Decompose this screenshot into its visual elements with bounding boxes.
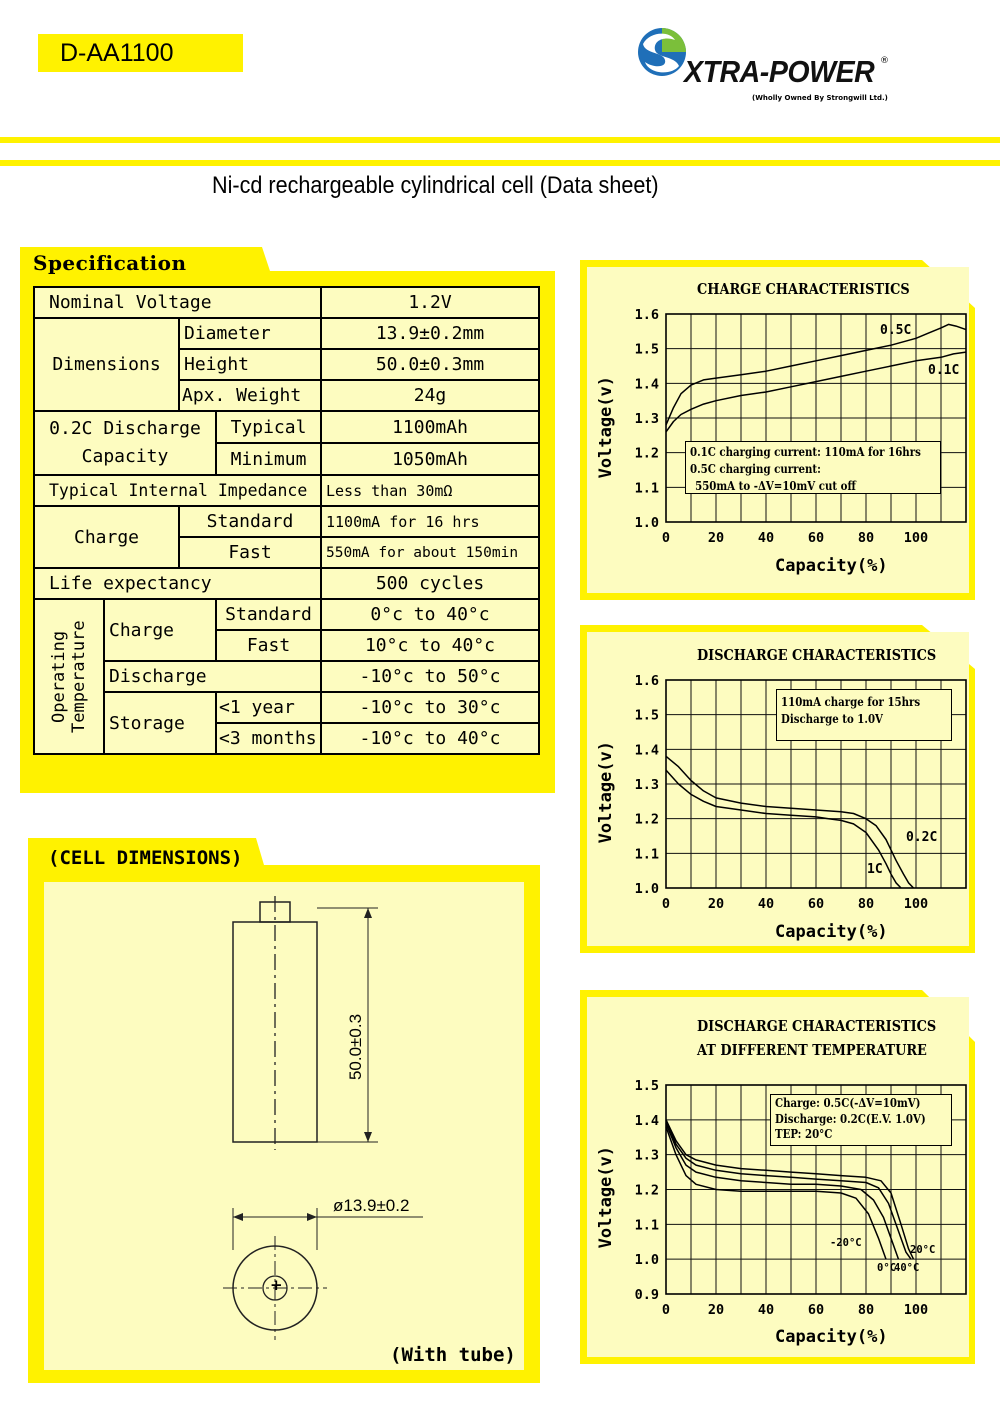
positive-terminal-mark: +: [270, 1276, 283, 1294]
op-storage-3m-value: -10°c to 40°c: [321, 723, 539, 754]
y-tick-label: 1.4: [634, 376, 659, 393]
charge-chart: [580, 260, 975, 600]
series-label: 0.5C: [880, 323, 912, 338]
x-tick-label: 60: [807, 530, 825, 546]
diameter-label: Diameter: [179, 318, 321, 349]
page-title: Ni-cd rechargeable cylindrical cell (Data sheet): [212, 172, 659, 199]
y-tick-label: 1.3: [634, 411, 659, 427]
brand-name: XTRA-POWER: [684, 54, 875, 89]
temperature-chart-note-box: [770, 1094, 952, 1146]
x-tick-label: 40: [757, 896, 775, 912]
x-tick-label: 100: [903, 530, 929, 546]
capacity-minimum-value: 1050mAh: [321, 443, 539, 475]
specification-table: [33, 286, 540, 755]
discharge-chart-ylabel: Voltage(v): [596, 741, 616, 844]
x-tick-label: 80: [857, 530, 875, 546]
y-tick-label: 1.0: [634, 515, 659, 531]
spec-row-charge-standard: [34, 506, 539, 537]
charge-label: Charge: [34, 506, 179, 568]
temperature-chart-ylabel: Voltage(v): [596, 1146, 616, 1249]
y-tick-label: 1.5: [634, 341, 659, 358]
op-charge-label: Charge: [104, 599, 216, 661]
op-charge-fast-value: 10°c to 40°c: [321, 630, 539, 661]
x-tick-label: 60: [807, 896, 825, 912]
op-storage-1y-value: -10°c to 30°c: [321, 692, 539, 723]
specification-title: Specification: [33, 251, 187, 275]
height-dimension-label: 50.0±0.3: [346, 1013, 365, 1081]
diameter-dimension-label: ø13.9±0.2: [333, 1196, 410, 1215]
model-number: D-AA1100: [38, 34, 243, 72]
ownership-note: (Wholly Owned By Strongwill Ltd.): [752, 94, 888, 102]
spec-row-op-discharge: [34, 661, 539, 692]
spec-row-op-charge-standard: [34, 599, 539, 630]
temperature-chart-title: DISCHARGE CHARACTERISTICS: [697, 1017, 937, 1035]
x-tick-label: 60: [807, 1302, 825, 1318]
charge-chart-xlabel: Capacity(%): [775, 556, 888, 576]
temperature-chart-xlabel: Capacity(%): [775, 1327, 888, 1347]
nominal-voltage-label: Nominal Voltage: [34, 287, 321, 318]
charge-note-line1: 0.1C charging current: 110mA for 16hrs: [690, 445, 921, 459]
x-tick-label: 20: [707, 530, 725, 546]
y-tick-label: 1.6: [634, 673, 659, 689]
y-tick-label: 1.1: [634, 1217, 659, 1234]
x-tick-label: 100: [903, 896, 929, 912]
height-label: Height: [179, 349, 321, 380]
life-expectancy-value: 500 cycles: [321, 568, 539, 599]
op-charge-fast-label: Fast: [216, 630, 321, 661]
x-tick-label: 20: [707, 1302, 725, 1318]
spec-row-nominal-voltage: [34, 287, 539, 318]
x-tick-label: 100: [903, 1302, 929, 1318]
operating-label-line2: Temperature: [69, 620, 89, 733]
capacity-typical-label: Typical: [216, 411, 321, 443]
x-tick-label: 80: [857, 896, 875, 912]
series-label: 1C: [867, 862, 883, 877]
spec-row-diameter: [34, 318, 539, 349]
x-tick-label: 0: [661, 896, 671, 912]
life-expectancy-label: Life expectancy: [34, 568, 321, 599]
y-tick-label: 0.9: [634, 1287, 659, 1303]
series-label: 0°C: [877, 1262, 896, 1274]
y-tick-label: 1.5: [634, 1078, 659, 1094]
x-tick-label: 40: [757, 1302, 775, 1318]
discharge-chart-xlabel: Capacity(%): [775, 922, 888, 942]
charge-chart-ylabel: Voltage(v): [596, 376, 616, 479]
y-tick-label: 1.2: [634, 1182, 659, 1199]
cell-dimensions-title: (CELL DIMENSIONS): [48, 847, 243, 869]
spec-row-capacity-typical: [34, 411, 539, 443]
temperature-chart-subtitle: AT DIFFERENT TEMPERATURE: [697, 1041, 927, 1059]
capacity-typical-value: 1100mAh: [321, 411, 539, 443]
op-discharge-label: Discharge: [104, 661, 321, 692]
y-tick-label: 1.3: [634, 1147, 659, 1164]
temperature-note-line1: Charge: 0.5C(-ΔV=10mV): [775, 1096, 921, 1110]
impedance-label: Typical Internal Impedance: [34, 475, 321, 506]
y-tick-label: 1.4: [634, 1112, 659, 1129]
nominal-voltage-value: 1.2V: [321, 287, 539, 318]
charge-chart-title: CHARGE CHARACTERISTICS: [697, 280, 910, 298]
header-divider-bottom: [0, 160, 1000, 166]
op-storage-1y-label: <1 year: [216, 692, 321, 723]
y-tick-label: 1.1: [634, 846, 659, 863]
op-storage-3m-label: <3 months: [216, 723, 321, 754]
registered-mark: ®: [880, 56, 889, 66]
x-tick-label: 80: [857, 1302, 875, 1318]
charge-fast-label: Fast: [179, 537, 321, 568]
y-tick-label: 1.2: [634, 445, 659, 462]
capacity-label-line1: 0.2C Discharge: [49, 418, 201, 439]
op-charge-standard-value: 0°c to 40°c: [321, 599, 539, 630]
discharge-chart: [580, 625, 975, 953]
discharge-note-line2: Discharge to 1.0V: [781, 712, 883, 726]
spec-row-life: [34, 568, 539, 599]
dimensions-label: Dimensions: [34, 318, 179, 411]
y-tick-label: 1.0: [634, 881, 659, 897]
spec-row-impedance: [34, 475, 539, 506]
x-tick-label: 0: [661, 530, 671, 546]
series-label: 0.2C: [906, 830, 938, 845]
impedance-value: Less than 30mΩ: [321, 475, 539, 506]
height-dimension-label-wrap: [336, 1003, 376, 1093]
diameter-value: 13.9±0.2mm: [321, 318, 539, 349]
capacity-label: [34, 411, 216, 475]
weight-label: Apx. Weight: [179, 380, 321, 411]
header-divider-top: [0, 137, 1000, 143]
charge-fast-value: 550mA for about 150min: [321, 537, 539, 568]
y-tick-label: 1.4: [634, 742, 659, 759]
discharge-chart-title: DISCHARGE CHARACTERISTICS: [697, 646, 937, 664]
charge-standard-value: 1100mA for 16 hrs: [321, 506, 539, 537]
op-charge-standard-label: Standard: [216, 599, 321, 630]
discharge-note-line1: 110mA charge for 15hrs: [781, 695, 921, 709]
with-tube-note: (With tube): [390, 1344, 516, 1366]
series-label: 40°C: [894, 1262, 920, 1274]
charge-note-line3: 550mA to -ΔV=10mV cut off: [695, 479, 856, 493]
operating-temperature-label: [34, 599, 104, 754]
y-tick-label: 1.0: [634, 1252, 659, 1269]
y-tick-label: 1.2: [634, 811, 659, 828]
x-tick-label: 40: [757, 530, 775, 546]
temperature-chart: [580, 990, 975, 1364]
x-tick-label: 20: [707, 896, 725, 912]
temperature-note-line3: TEP: 20°C: [775, 1127, 833, 1141]
series-label: 20°C: [910, 1244, 936, 1256]
x-tick-label: 0: [661, 1302, 671, 1318]
y-tick-label: 1.5: [634, 707, 659, 724]
y-tick-label: 1.1: [634, 480, 659, 497]
charge-standard-label: Standard: [179, 506, 321, 537]
operating-label-line1: Operating: [49, 630, 69, 723]
spec-row-op-storage-1y: [34, 692, 539, 723]
charge-chart-note-box: [685, 441, 941, 494]
y-tick-label: 1.6: [634, 307, 659, 323]
cell-dimensions-panel: [28, 838, 540, 1383]
height-value: 50.0±0.3mm: [321, 349, 539, 380]
op-storage-label: Storage: [104, 692, 216, 754]
op-discharge-value: -10°c to 50°c: [321, 661, 539, 692]
capacity-label-line2: Capacity: [81, 446, 169, 467]
series-label: 0.1C: [928, 363, 960, 378]
discharge-chart-note-box: [776, 689, 952, 741]
y-tick-label: 1.3: [634, 777, 659, 793]
weight-value: 24g: [321, 380, 539, 411]
series-label: -20°C: [830, 1237, 862, 1249]
temperature-note-line2: Discharge: 0.2C(E.V. 1.0V): [775, 1111, 926, 1126]
charge-note-line2: 0.5C charging current:: [690, 462, 821, 476]
capacity-minimum-label: Minimum: [216, 443, 321, 475]
